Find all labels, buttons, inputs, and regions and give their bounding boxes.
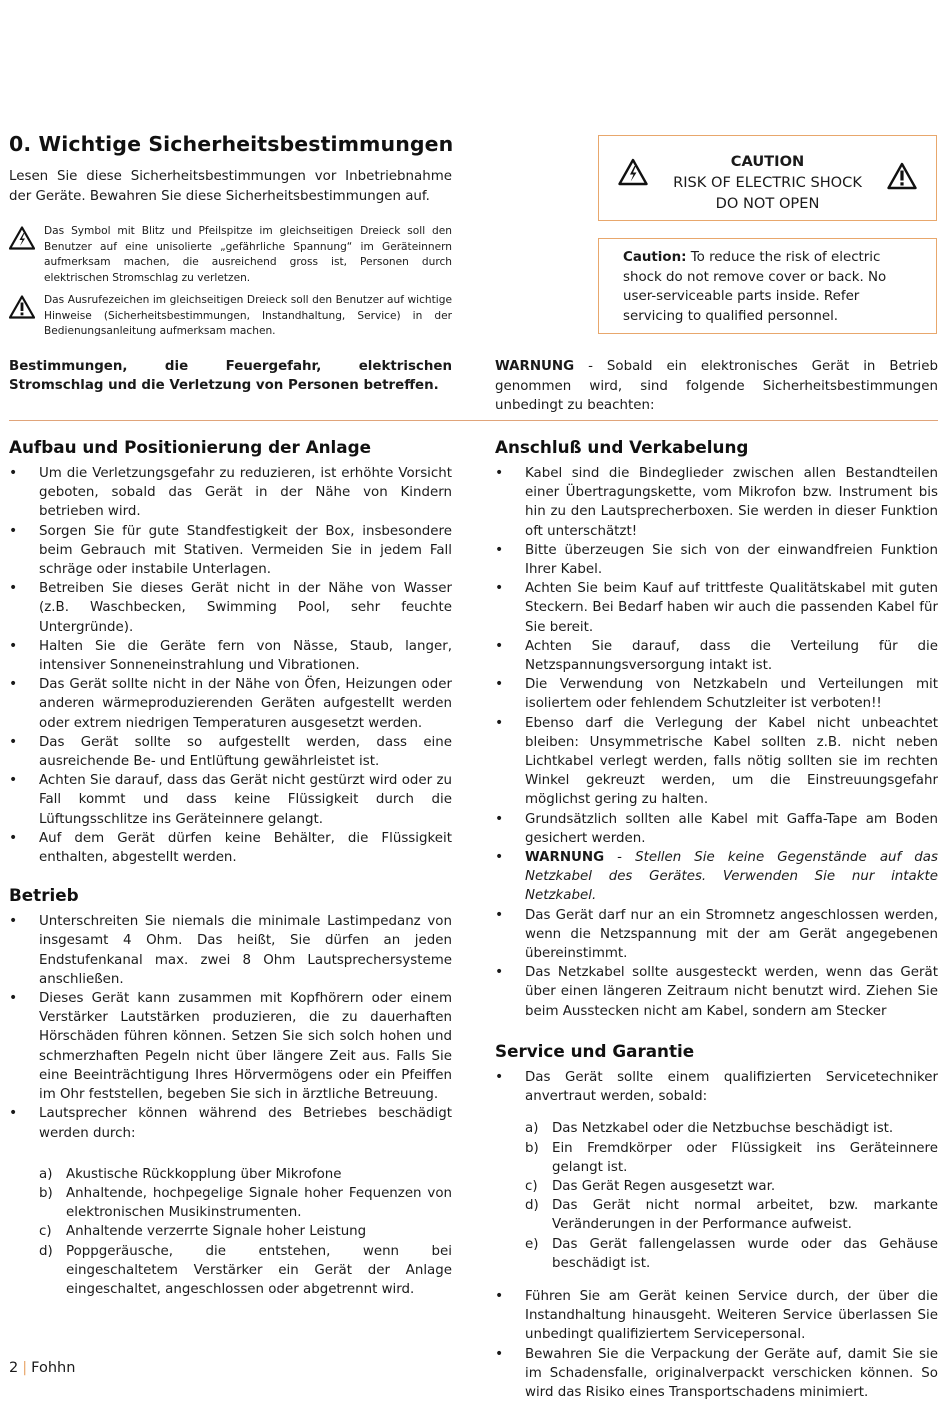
list-item [495, 848, 938, 906]
warning-text: Stellen Sie keine Gegenstände auf das Netzkabel des Gerätes. Verwenden Sie nur intakte Netzkabel. [525, 850, 938, 904]
list-text: Ein Fremdkörper oder Flüssigkeit ins Geräteinnere gelangt ist. [552, 1140, 938, 1175]
section-divider [9, 420, 938, 421]
caution-title: CAUTION [730, 153, 805, 170]
caution-line: DO NOT OPEN [715, 195, 820, 212]
list-text: Poppgeräusche, die entstehen, wenn bei eingeschaltetem Verstärker ein Gerät der Anlage eingeschaltet, angeschlossen oder abgetrennt wird. [66, 1243, 452, 1297]
symbol-text: Das Symbol mit Blitz und Pfeilspitze im gleichseitigen Dreieck soll den Benutzer auf eine unisolierte „gefährliche Spannung“ im Geräteinnern aufmerksam machen, die ausreichend gross ist, Personen durch elektrischen Stromschlag zu verletzen. [44, 225, 452, 284]
symbol-explanation-exclamation [9, 293, 452, 340]
list-text: Das Gerät nicht normal arbeitet, bzw. markante Veränderungen in der Performance aufweist. [552, 1198, 938, 1233]
list-item [39, 1242, 452, 1300]
operation-list [9, 912, 452, 1142]
section-heading-operation: Betrieb [9, 885, 79, 906]
caution-note [598, 238, 937, 334]
list-letter: c) [39, 1224, 52, 1240]
list-item: • Das Netzkabel sollte ausgesteckt werden, wenn das Gerät über einen längeren Zeitraum nicht benutzt wird. Ziehen Sie beim Ausstecken nicht am Kabel, sondern am Stecker [495, 963, 938, 1021]
setup-list [9, 464, 452, 867]
list-item [39, 1165, 452, 1184]
section-heading-service: Service und Garantie [495, 1040, 695, 1061]
list-item: • Bewahren Sie die Verpackung der Geräte auf, damit Sie sie im Schadensfalle, originalverpackt verschicken können. So wird das Risiko eines Transportschadens minimiert. [495, 1345, 938, 1402]
cabling-list [495, 464, 938, 1021]
section-heading-setup: Aufbau und Positionierung der Anlage [9, 437, 372, 457]
list-item [39, 1184, 452, 1222]
list-item: • Ebenso darf die Verlegung der Kabel nicht unbeachtet bleiben: Unsymmetrische Kabel sollten z.B. nicht neben Lichtkabel verlegt werden, falls nötig sollten sie im rechten Winkel gekreuzt werden, um die Einstreuungsgefahr möglichst gering zu halten. [495, 714, 938, 810]
service-conditions-list [525, 1119, 938, 1273]
list-text: Akustische Rückkopplung über Mikrofone [66, 1166, 342, 1182]
list-item: • Grundsätzlich sollten alle Kabel mit Gaffa-Tape am Boden gesichert werden. [495, 810, 938, 848]
list-item: • Das Gerät darf nur an ein Stromnetz angeschlossen werden, wenn die Netzspannung mit der am Gerät angegebenen übereinstimmt. [495, 906, 938, 964]
list-item: • Auf dem Gerät dürfen keine Behälter, die Flüssigkeit enthalten, abgestellt werden. [9, 829, 452, 867]
list-item: • Sorgen Sie für gute Standfestigkeit der Box, insbesondere beim Gebrauch mit Stativen. Vermeiden Sie in jedem Fall schräge oder instabile Unterlagen. [9, 522, 452, 580]
list-item [525, 1196, 938, 1234]
list-text: Das Gerät Regen ausgesetzt war. [552, 1178, 776, 1194]
service-intro-list [495, 1068, 938, 1106]
list-text: Anhaltende verzerrte Signale hoher Leistung [66, 1224, 367, 1240]
left-column [9, 437, 452, 1299]
list-letter: b) [525, 1140, 539, 1156]
list-item: • Lautsprecher können während des Betriebes beschädigt werden durch: [9, 1104, 452, 1142]
brand-name: Fohhn [31, 1360, 76, 1376]
regulations-heading: Bestimmungen, die Feuergefahr, elektrischen Stromschlag und die Verletzung von Personen betreffen. [9, 359, 452, 393]
caution-line: RISK OF ELECTRIC SHOCK [673, 174, 862, 191]
page-footer [9, 1360, 75, 1376]
symbol-explanation-lightning [9, 224, 452, 286]
list-item [525, 1235, 938, 1273]
exclamation-triangle-icon [9, 295, 35, 319]
list-item: • Achten Sie darauf, dass das Gerät nicht gestürzt wird oder zu Fall kommt und dass keine Flüssigkeit durch die Lüftungsschlitze ins Geräteinnere gelangt. [9, 771, 452, 829]
list-item [525, 1139, 938, 1177]
footer-separator: | [22, 1360, 28, 1376]
caution-box [598, 135, 937, 221]
list-letter: a) [39, 1166, 53, 1182]
list-item: • Die Verwendung von Netzkabeln und Verteilungen mit isoliertem oder fehlendem Schutzleiter ist verboten!! [495, 675, 938, 713]
list-item: • Um die Verletzungsgefahr zu reduzieren, ist erhöhte Vorsicht geboten, sobald das Gerät in der Nähe von Kindern betrieben wird. [9, 464, 452, 522]
section-heading-cabling: Anschluß und Verkabelung [495, 437, 749, 457]
list-item [525, 1119, 938, 1138]
list-item: • Betreiben Sie dieses Gerät nicht in der Nähe von Wasser (z.B. Waschbecken, Swimming Pool, sehr feuchte Untergründe). [9, 579, 452, 637]
list-letter: d) [39, 1243, 53, 1259]
list-letter: d) [525, 1198, 539, 1214]
list-item: • Das Gerät sollte so aufgestellt werden, dass eine ausreichende Be- und Entlüftung gewährleistet ist. [9, 733, 452, 771]
list-text: Anhaltende, hochpegelige Signale hoher Fequenzen von elektronischen Musikinstrumenten. [66, 1185, 452, 1221]
symbol-text: Das Ausrufezeichen im gleichseitigen Dreieck soll den Benutzer auf wichtige Hinweise (Sicherheitsbestimmungen, Instandhaltung, Service) in der Bedienungsanleitung aufmerksam machen. [44, 294, 452, 338]
service-list [495, 1287, 938, 1402]
list-text: Das Gerät fallengelassen wurde oder das Gehäuse beschädigt ist. [552, 1236, 938, 1271]
list-item: • Das Gerät sollte einem qualifizierten Servicetechniker anvertraut werden, sobald: [495, 1068, 938, 1106]
warning-intro-text: - Sobald ein elektronisches Gerät in Betrieb genommen wird, sind folgende Sicherheitsbestimmungen unbedingt zu beachten: [495, 359, 938, 413]
exclamation-triangle-icon [887, 162, 917, 190]
list-letter: a) [525, 1121, 539, 1137]
page-number: 2 [9, 1360, 19, 1376]
list-item: • Kabel sind die Bindeglieder zwischen allen Bestandteilen einer Übertragungskette, vom Mikrofon bzw. Instrument bis hin zu den Lautsprecherboxen. Sie werden in dieser Funktion oft unterschätzt! [495, 464, 938, 541]
caution-note-label: Caution: [623, 250, 687, 265]
list-item [525, 1177, 938, 1196]
list-item: • Achten Sie darauf, dass die Verteilung für die Netzspannungsversorgung intakt ist. [495, 637, 938, 675]
list-item: • Unterschreiten Sie niemals die minimale Lastimpedanz von insgesamt 4 Ohm. Das heißt, Sie dürfen an jeden Endstufenkanal max. zwei 8 Ohm Lautsprechersysteme anschließen. [9, 912, 452, 989]
page-title: 0. Wichtige Sicherheitsbestimmungen [9, 132, 454, 156]
warning-label: WARNUNG [525, 850, 605, 866]
warning-intro [495, 357, 938, 416]
list-item: • Das Gerät sollte nicht in der Nähe von Öfen, Heizungen oder anderen wärmeproduzierenden Geräten aufgestellt werden oder extrem niedrigen Temperaturen ausgesetzt werden. [9, 675, 452, 733]
list-letter: c) [525, 1178, 538, 1194]
warning-label: WARNUNG [495, 359, 575, 374]
list-item: • Dieses Gerät kann zusammen mit Kopfhörern oder einem Verstärker Lautstärken produzieren, die zu dauerhaften Hörschäden führen können. Setzen Sie sich solch hohen und schmerzhaften Pegeln nicht über längere Zeit aus. Falls Sie eine Beeinträchtigung Ihres Hörvermögens oder ein Pfeiffen im Ohr feststellen, begeben Sie sich in ärztliche Betreuung. [9, 989, 452, 1104]
right-column [495, 437, 938, 1402]
intro-text: Lesen Sie diese Sicherheitsbestimmungen vor Inbetriebnahme der Geräte. Bewahren Sie diese Sicherheitsbestimmungen auf. [9, 169, 452, 204]
list-item: • Führen Sie am Gerät keinen Service durch, der über die Instandhaltung hinausgeht. Weiteren Service überlassen Sie unbedingt qualifiziertem Servicepersonal. [495, 1287, 938, 1345]
warning-separator: - [604, 850, 636, 866]
list-item: • Halten Sie die Geräte fern von Nässe, Staub, langer, intensiver Sonneneinstrahlung und Vibrationen. [9, 637, 452, 675]
caution-note-text: To reduce the risk of electric shock do not remove cover or back. No user-serviceable parts inside. Refer servicing to qualified personnel. [623, 250, 887, 324]
list-item: • Achten Sie beim Kauf auf trittfeste Qualitätskabel mit guten Steckern. Bei Bedarf haben wir auch die passenden Kabel für Sie bereit. [495, 579, 938, 637]
list-text: Das Netzkabel oder die Netzbuchse beschädigt ist. [552, 1121, 894, 1137]
list-letter: b) [39, 1185, 53, 1201]
damage-causes-list [39, 1165, 452, 1299]
list-letter: e) [525, 1236, 539, 1252]
list-item: • Bitte überzeugen Sie sich von der einwandfreien Funktion Ihrer Kabel. [495, 541, 938, 579]
list-item [39, 1222, 452, 1241]
lightning-triangle-icon [9, 226, 35, 250]
